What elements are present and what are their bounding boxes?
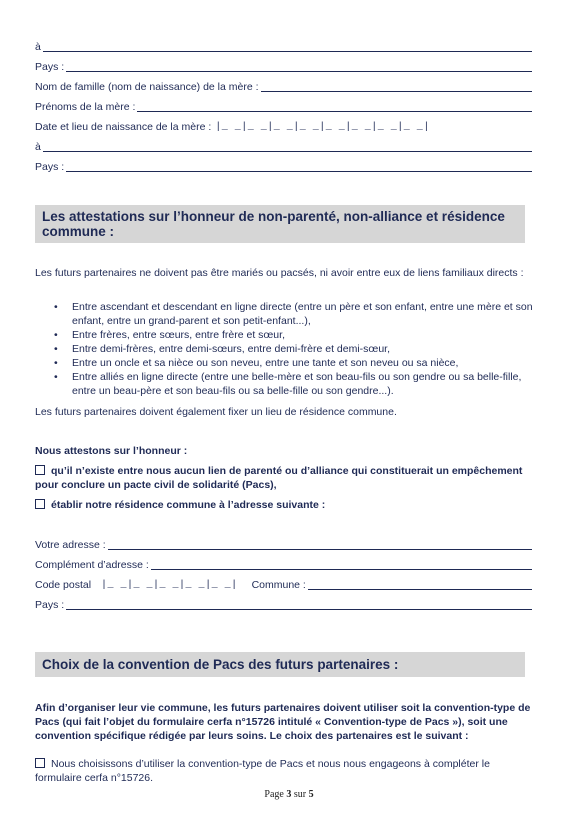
fill-line	[137, 111, 532, 112]
field-label: Votre adresse :	[35, 539, 106, 551]
postal-code-row	[35, 579, 532, 592]
checkbox[interactable]	[35, 758, 45, 768]
convention-intro: Afin d’organiser leur vie commune, les futurs partenaires doivent utiliser soit la convention-type de Pacs (qui fait l’objet du formulaire cerfa n°15726 intitulé « Convention-type de Pacs »), soit une convention spécifique rédigée par leurs soins. Le choix des partenaires est le suivant :	[35, 702, 531, 742]
checkbox[interactable]	[35, 499, 45, 509]
bullet-icon: •	[54, 329, 58, 341]
field-label: Complément d’adresse :	[35, 559, 149, 571]
fill-line	[43, 51, 532, 52]
mother-birth-city-field[interactable]	[35, 141, 532, 154]
mother-family-name-field[interactable]	[35, 81, 532, 94]
field-label: Commune :	[251, 579, 306, 591]
address-field[interactable]	[35, 539, 532, 552]
fill-line	[151, 569, 532, 570]
checkbox-label: établir notre résidence commune à l’adresse suivante :	[51, 499, 326, 511]
field-label: à	[35, 41, 41, 53]
standard-convention-checkbox-row[interactable]	[35, 757, 535, 785]
list-item: • Entre alliés en ligne directe (entre une belle-mère et son beau-fils ou son gendre ou sa belle-fille, entre un beau-père et son beau-fils ou sa belle-fille ou son gendre...).	[54, 371, 522, 397]
commune-fill-line[interactable]	[308, 589, 532, 590]
section-title-attestations: Les attestations sur l’honneur de non-parenté, non-alliance et résidence commune :	[35, 205, 525, 243]
postal-code-boxes[interactable]: |_ _|_ _|_ _|_ _|_ _|	[101, 580, 238, 591]
country-field[interactable]	[35, 599, 532, 612]
family-links-list	[52, 300, 544, 398]
list-item: • Entre un oncle et sa nièce ou son neveu, entre une tante et son neveu ou sa nièce,	[54, 357, 459, 369]
section-intro: Les futurs partenaires ne doivent pas être mariés ou pacsés, ni avoir entre eux de liens familiaux directs :	[35, 267, 524, 279]
bullet-icon: •	[54, 301, 58, 313]
page-number: Page 3 sur 5	[264, 789, 314, 800]
residence-note: Les futurs partenaires doivent également fixer un lieu de résidence commune.	[35, 406, 397, 418]
date-boxes[interactable]: |_ _|_ _|_ _|_ _|_ _|_ _|_ _|_ _|	[215, 122, 430, 133]
fill-line	[43, 151, 532, 152]
field-label: Nom de famille (nom de naissance) de la mère :	[35, 81, 259, 93]
list-item: • Entre demi-frères, entre demi-sœurs, entre demi-frère et demi-sœur,	[54, 343, 391, 355]
list-item: • Entre ascendant et descendant en ligne directe (entre un père et son enfant, entre une mère et son enfant, entre un grand-parent et son petit-enfant...),	[54, 301, 533, 327]
checkbox-label: qu’il n’existe entre nous aucun lien de parenté ou d’alliance qui constituerait un empêchement pour conclure un pacte civil de solidarité (Pacs),	[35, 465, 523, 491]
section-title-convention: Choix de la convention de Pacs des futurs partenaires :	[35, 652, 525, 677]
field-label: Prénoms de la mère :	[35, 101, 136, 113]
checkbox-label: Nous choisissons d’utiliser la convention-type de Pacs et nous nous engageons à compléter le formulaire cerfa n°15726.	[35, 758, 490, 784]
field-label: Pays :	[35, 61, 65, 73]
address-complement-field[interactable]	[35, 559, 532, 572]
bullet-icon: •	[54, 357, 58, 369]
mother-country-field[interactable]	[35, 161, 532, 174]
field-label: Pays :	[35, 599, 65, 611]
list-item: • Entre frères, entre sœurs, entre frère et sœur,	[54, 329, 285, 341]
field-label: Code postal	[35, 579, 92, 591]
bullet-icon: •	[54, 343, 58, 355]
mother-first-names-field[interactable]	[35, 101, 532, 114]
attest-heading: Nous attestons sur l’honneur :	[35, 445, 188, 457]
field-label: Date et lieu de naissance de la mère :	[35, 121, 212, 133]
fill-line	[108, 549, 532, 550]
mother-birth-date-field[interactable]	[35, 121, 532, 134]
bullet-icon: •	[54, 371, 58, 383]
no-kinship-checkbox-row[interactable]	[35, 464, 530, 492]
fill-line	[261, 91, 532, 92]
fill-line	[66, 71, 532, 72]
mother-birth-country-field[interactable]	[35, 61, 532, 74]
fill-line	[66, 171, 532, 172]
mother-birthplace-field[interactable]	[35, 41, 532, 54]
common-residence-checkbox-row[interactable]	[35, 498, 530, 512]
fill-line	[66, 609, 532, 610]
checkbox[interactable]	[35, 465, 45, 475]
field-label: à	[35, 141, 41, 153]
field-label: Pays :	[35, 161, 65, 173]
